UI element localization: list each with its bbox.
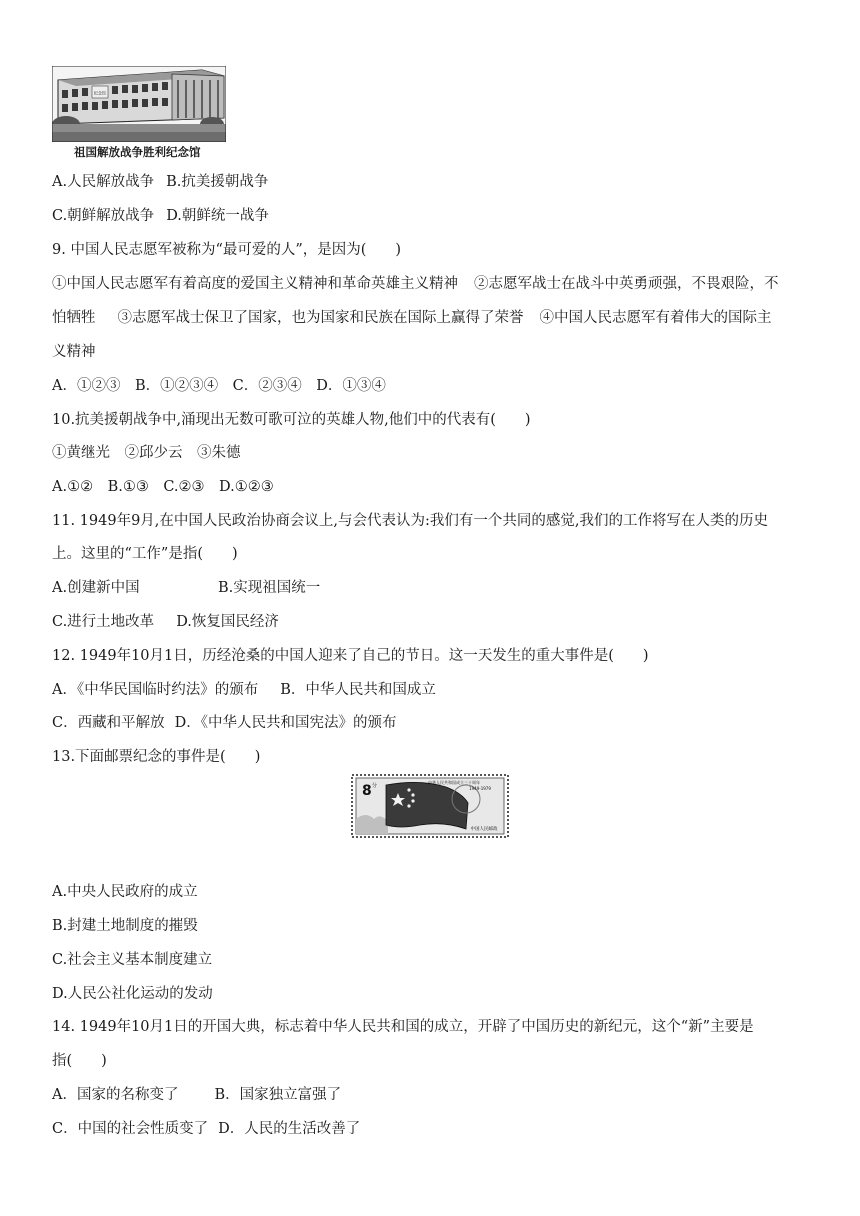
- q9-item-2-start: ②志愿军战士在战斗中英勇顽强，不畏艰险，不: [474, 276, 779, 292]
- q8-option-b[interactable]: B.抗美援朝战争: [166, 174, 269, 190]
- stamp-title: 中华人民共和国成立三十周年: [428, 780, 480, 785]
- q11-stem-line-1: 11. 1949年9月,在中国人民政治协商会议上,与会代表认为:我们有一个共同的感觉,我们的工作将写在人类的历史: [52, 513, 769, 529]
- q12-stem: 12. 1949年10月1日，历经沧桑的中国人迎来了自己的节日。这一天发生的重大事件是( ): [52, 648, 649, 664]
- q11-stem-line-2: 上。这里的“工作”是指( ): [52, 546, 238, 562]
- memorial-hall-photo: [52, 66, 226, 142]
- q12-option-b[interactable]: B．中华人民共和国成立: [280, 682, 436, 698]
- q14-options-row-2: [52, 1119, 812, 1139]
- q14-option-d[interactable]: D．人民的生活改善了: [218, 1121, 361, 1137]
- q8-options-row-2: [52, 206, 812, 226]
- stamp-years: 1949-1979: [469, 786, 491, 791]
- q12-options-row-2: [52, 713, 812, 733]
- q14-option-c[interactable]: C．中国的社会性质变了: [52, 1121, 209, 1137]
- building-sign-text: 纪念馆: [94, 90, 106, 96]
- q12-options-row-1: [52, 680, 812, 700]
- q11-option-a[interactable]: A.创建新中国: [52, 580, 140, 596]
- commemorative-stamp: [350, 773, 510, 839]
- q11-option-d[interactable]: D.恢复国民经济: [176, 614, 279, 630]
- q11-option-c[interactable]: C.进行土地改革: [52, 614, 155, 630]
- q10-stem: 10.抗美援朝战争中,涌现出无数可歌可泣的英雄人物,他们中的代表有( ): [52, 412, 531, 428]
- q9-items-line-2: [52, 308, 812, 328]
- q12-option-d[interactable]: D．《中华人民共和国宪法》的颁布: [174, 715, 397, 731]
- q10-options[interactable]: A.①② B.①③ C.②③ D.①②③: [52, 479, 274, 495]
- q14-stem-line-2: 指( ): [52, 1053, 107, 1069]
- q9-item-2-end: 怕牺牲: [52, 310, 96, 326]
- photo-caption: 祖国解放战争胜利纪念馆: [74, 145, 201, 159]
- q10-items: ①黄继光 ②邱少云 ③朱德: [52, 445, 241, 461]
- q12-option-c[interactable]: C．西藏和平解放: [52, 715, 165, 731]
- q13-option-a[interactable]: A.中央人民政府的成立: [52, 884, 198, 900]
- q11-options-row-2: [52, 612, 812, 632]
- q14-options-row-1: [52, 1085, 812, 1105]
- q13-option-c[interactable]: C.社会主义基本制度建立: [52, 952, 213, 968]
- q9-item-4-start: ④中国人民志愿军有着伟大的国际主: [539, 310, 772, 326]
- q9-item-3: ③志愿军战士保卫了国家，也为国家和民族在国际上赢得了荣誉: [117, 310, 524, 326]
- q14-stem-line-1: 14. 1949年10月1日的开国大典，标志着中华人民共和国的成立，开辟了中国历史的新纪元，这个“新”主要是: [52, 1019, 754, 1035]
- q13-stem: 13.下面邮票纪念的事件是( ): [52, 749, 261, 765]
- q14-option-a[interactable]: A．国家的名称变了: [52, 1087, 179, 1103]
- q13-option-b[interactable]: B.封建土地制度的摧毁: [52, 918, 198, 934]
- stamp-unit: 分: [372, 783, 378, 789]
- q8-options-row-1: [52, 172, 812, 192]
- q9-items-line-1: [52, 274, 812, 294]
- q11-options-row-1: [52, 578, 812, 598]
- q11-option-b[interactable]: B.实现祖国统一: [218, 580, 321, 596]
- q8-option-d[interactable]: D.朝鲜统一战争: [166, 208, 269, 224]
- q13-option-d[interactable]: D.人民公社化运动的发动: [52, 986, 213, 1002]
- q9-options[interactable]: A．①②③ B．①②③④ C．②③④ D．①③④: [52, 378, 386, 394]
- q9-stem: 9. 中国人民志愿军被称为“最可爱的人”，是因为( ): [52, 242, 402, 258]
- q8-option-a[interactable]: A.人民解放战争: [52, 174, 155, 190]
- q8-option-c[interactable]: C.朝鲜解放战争: [52, 208, 155, 224]
- stamp-issuer: 中国人民邮政: [470, 827, 498, 832]
- q14-option-b[interactable]: B．国家独立富强了: [214, 1087, 342, 1103]
- q9-item-4-end: 义精神: [52, 344, 96, 360]
- q9-item-1: ①中国人民志愿军有着高度的爱国主义精神和革命英雄主义精神: [52, 276, 458, 292]
- stamp-value: 8: [362, 783, 372, 799]
- q12-option-a[interactable]: A．《中华民国临时约法》的颁布: [52, 682, 259, 698]
